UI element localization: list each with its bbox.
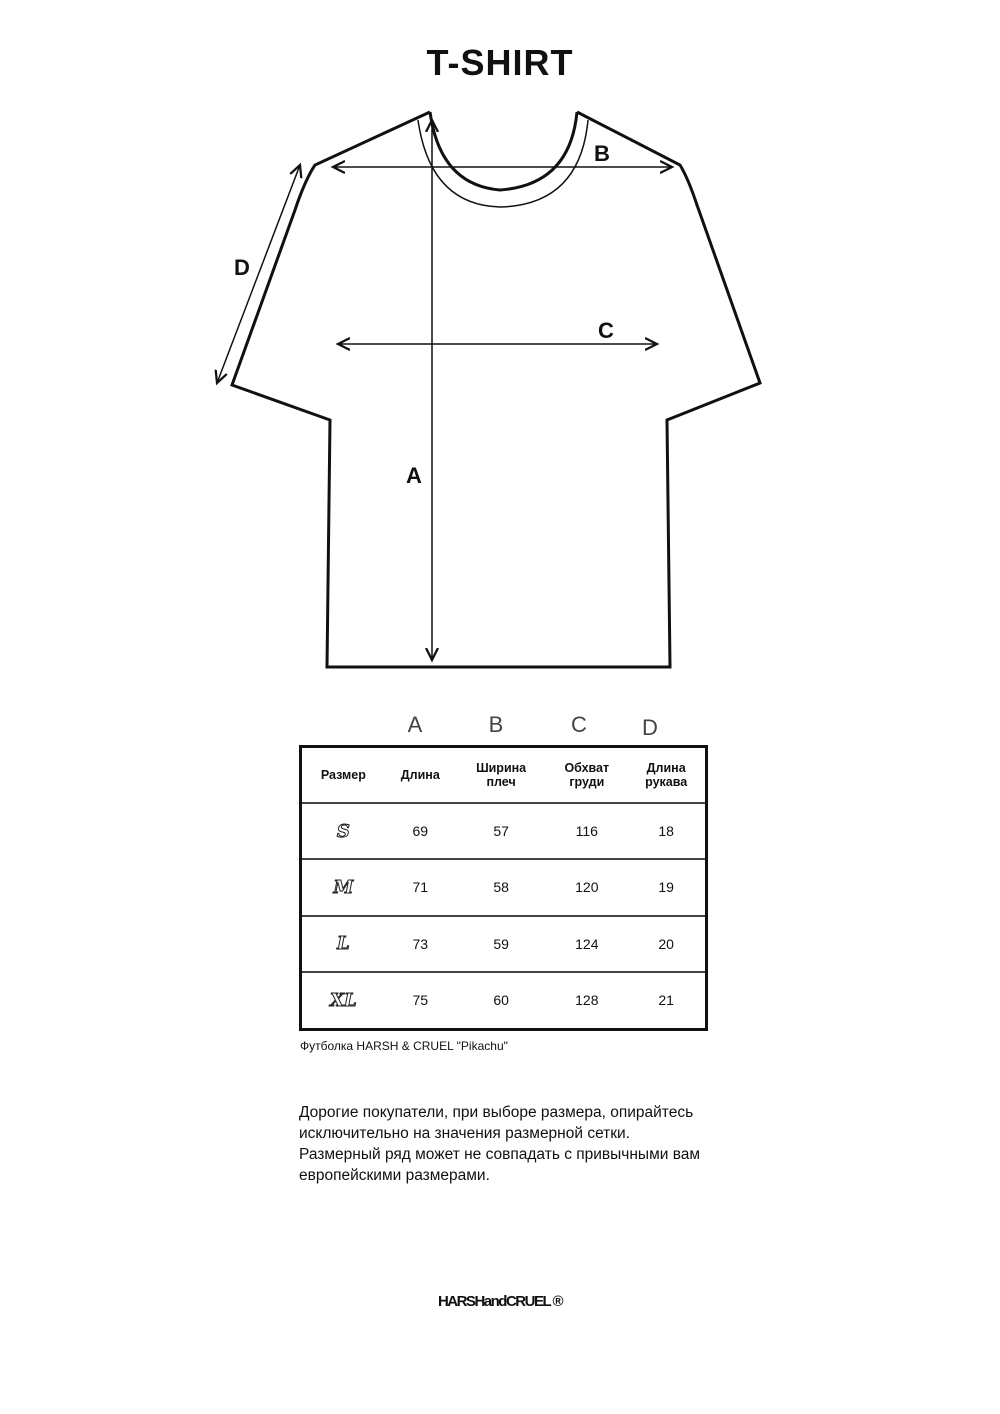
size-cell: L <box>301 916 385 972</box>
note-line: исключительно на значения размерной сетки. <box>299 1125 631 1142</box>
cell: 71 <box>385 859 456 915</box>
header-text: Размер <box>320 768 366 782</box>
header-sleeve <box>627 747 706 804</box>
column-letter-d: D <box>642 715 658 740</box>
tshirt-outline <box>232 112 760 667</box>
header-text: рукава <box>645 775 688 789</box>
cell: 60 <box>493 992 509 1009</box>
tshirt-diagram <box>0 0 1000 700</box>
customer-note <box>299 1102 759 1186</box>
cell: 18 <box>627 803 706 859</box>
label-d: D <box>234 255 250 280</box>
size-cell: S <box>301 803 385 859</box>
size-table <box>299 745 708 1031</box>
note-line: Размерный ряд может не совпадать с привычными вам <box>299 1146 701 1163</box>
product-caption: Футболка HARSH & CRUEL "Pikachu" <box>300 1039 508 1053</box>
label-a: A <box>406 463 422 488</box>
header-length <box>385 747 456 804</box>
header-size <box>301 747 385 804</box>
column-letter-b: B <box>488 712 504 737</box>
header-shoulder <box>456 747 546 804</box>
header-chest <box>546 747 627 804</box>
header-text: Длина <box>400 768 440 782</box>
cell: 19 <box>627 859 706 915</box>
header-text: Длина <box>646 761 686 775</box>
cell: 128 <box>575 992 599 1009</box>
size-cell: XL <box>330 989 357 1011</box>
cell: 73 <box>385 916 456 972</box>
column-letter-a: A <box>407 712 423 737</box>
label-c: C <box>598 318 614 343</box>
brand-logo: HARSHandCRUEL ® <box>437 1293 563 1310</box>
collar-outer <box>430 112 577 190</box>
cell: 120 <box>546 859 627 915</box>
header-text: плеч <box>486 775 516 789</box>
cell: 20 <box>627 916 706 972</box>
cell: 69 <box>385 803 456 859</box>
label-b: B <box>594 141 610 166</box>
cell: 59 <box>456 916 546 972</box>
table-row <box>301 803 707 859</box>
note-line: европейскими размерами. <box>299 1167 490 1184</box>
cell: 75 <box>412 992 429 1009</box>
column-letter-c: C <box>571 712 587 737</box>
header-text: груди <box>569 775 605 789</box>
cell: 57 <box>456 803 546 859</box>
cell: 21 <box>658 992 674 1009</box>
size-cell: M <box>301 859 385 915</box>
cell: 124 <box>546 916 627 972</box>
cell: 58 <box>456 859 546 915</box>
collar-inner <box>418 120 588 207</box>
arrow-d <box>217 165 300 383</box>
table-row <box>301 972 707 1030</box>
header-text: Ширина <box>476 761 527 775</box>
page-title: T-SHIRT <box>426 42 574 83</box>
table-header-row <box>301 747 707 804</box>
cell: 116 <box>546 803 627 859</box>
note-line: Дорогие покупатели, при выборе размера, опирайтесь <box>299 1104 694 1121</box>
header-text: Обхват <box>564 761 610 775</box>
table-row <box>301 859 707 915</box>
table-row <box>301 916 707 972</box>
